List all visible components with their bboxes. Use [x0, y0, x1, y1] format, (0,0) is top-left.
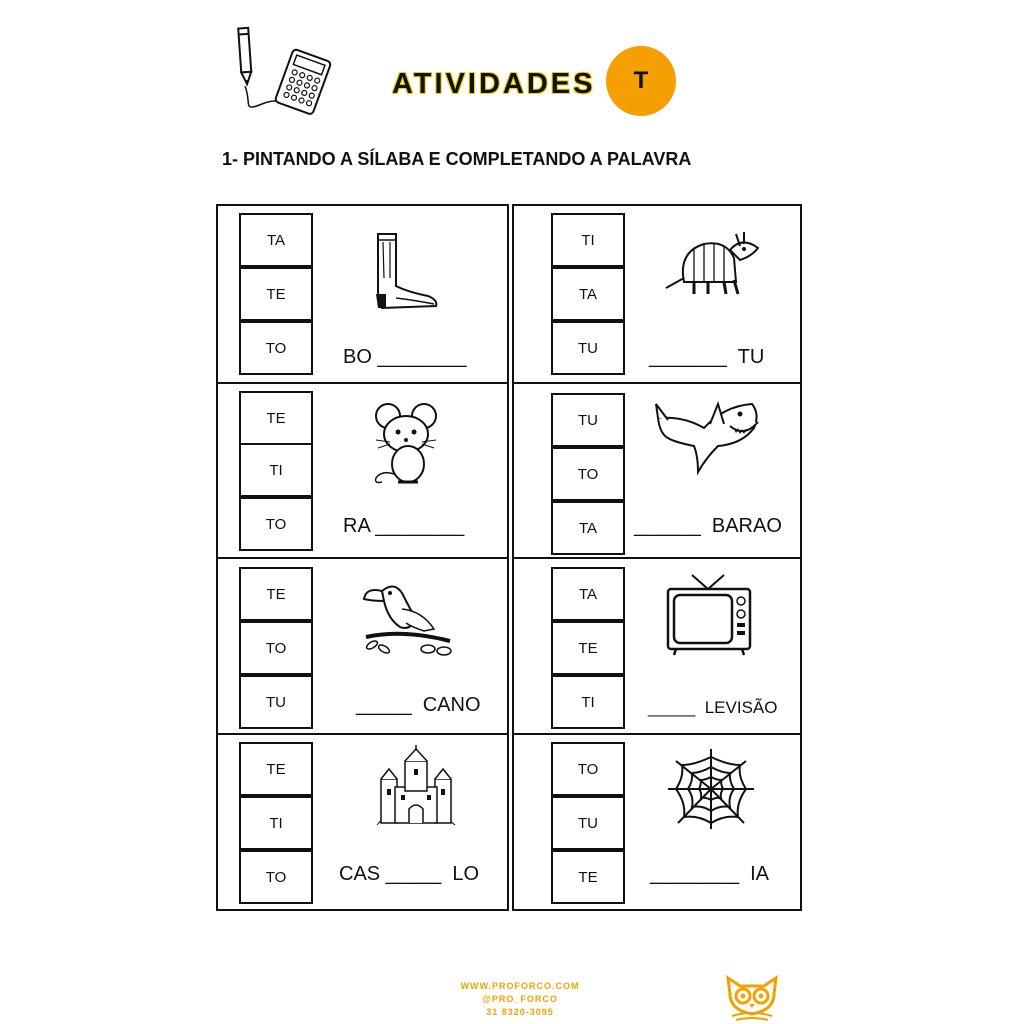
- armadillo-icon: [664, 222, 764, 300]
- incomplete-word: RA ________: [343, 515, 465, 537]
- syllable-option[interactable]: TU: [551, 796, 625, 850]
- incomplete-word: ______ BARAO: [634, 515, 782, 537]
- letter-badge: [606, 46, 676, 116]
- syllable-option[interactable]: TI: [551, 675, 625, 729]
- boot-icon: [368, 228, 443, 314]
- syllable-option[interactable]: TU: [551, 393, 625, 447]
- spider-web-icon: [666, 747, 756, 831]
- syllable-option[interactable]: TU: [551, 321, 625, 375]
- owl-logo-icon: [722, 974, 782, 1022]
- syllable-option[interactable]: TI: [239, 443, 313, 497]
- television-icon: [664, 571, 754, 657]
- activity-card: [216, 733, 509, 911]
- activity-card: [512, 733, 802, 911]
- incomplete-word: ________ IA: [650, 863, 769, 885]
- castle-icon: [373, 745, 459, 831]
- shark-icon: [654, 398, 764, 476]
- syllable-option[interactable]: TA: [551, 501, 625, 555]
- letter-badge-text: T: [633, 67, 649, 94]
- syllable-option[interactable]: TE: [239, 742, 313, 796]
- incomplete-word: CAS _____ LO: [339, 863, 480, 885]
- syllable-option[interactable]: TE: [551, 850, 625, 904]
- footer-contact: [420, 980, 620, 1019]
- incomplete-word: _____ CANO: [356, 694, 481, 716]
- syllable-option[interactable]: TA: [239, 213, 313, 267]
- activity-card: [216, 204, 509, 384]
- syllable-option[interactable]: TO: [239, 497, 313, 551]
- syllable-option[interactable]: TU: [239, 675, 313, 729]
- activity-card: [512, 204, 802, 384]
- footer-phone: 31 8320-3095: [486, 1007, 554, 1017]
- syllable-option[interactable]: TE: [239, 391, 313, 445]
- pencil-calculator-icon: [232, 24, 332, 116]
- footer-handle: @PRO_FORCO: [482, 994, 558, 1004]
- syllable-option[interactable]: TO: [239, 850, 313, 904]
- syllable-option[interactable]: TA: [551, 267, 625, 321]
- syllable-option[interactable]: TE: [551, 621, 625, 675]
- syllable-option[interactable]: TO: [551, 742, 625, 796]
- syllable-option[interactable]: TI: [239, 796, 313, 850]
- page-title: ATIVIDADES: [392, 68, 596, 100]
- syllable-option[interactable]: TI: [551, 213, 625, 267]
- syllable-option[interactable]: TO: [551, 447, 625, 501]
- incomplete-word: BO ________: [343, 346, 467, 368]
- instruction-heading: 1- PINTANDO A SÍLABA E COMPLETANDO A PALAVRA: [222, 149, 692, 169]
- activity-card: [216, 382, 509, 559]
- syllable-option[interactable]: TO: [239, 321, 313, 375]
- incomplete-word: _______ TU: [649, 346, 765, 368]
- toucan-icon: [362, 579, 454, 659]
- mouse-icon: [366, 398, 446, 488]
- activity-card: [512, 557, 802, 735]
- syllable-option[interactable]: TA: [551, 567, 625, 621]
- syllable-option[interactable]: TE: [239, 267, 313, 321]
- syllable-option[interactable]: TO: [239, 621, 313, 675]
- syllable-option[interactable]: TE: [239, 567, 313, 621]
- footer-website[interactable]: WWW.PROFORCO.COM: [460, 981, 580, 991]
- incomplete-word: _____ LEVISÃO: [648, 698, 778, 717]
- activity-card: [216, 557, 509, 735]
- activity-card: [512, 382, 802, 559]
